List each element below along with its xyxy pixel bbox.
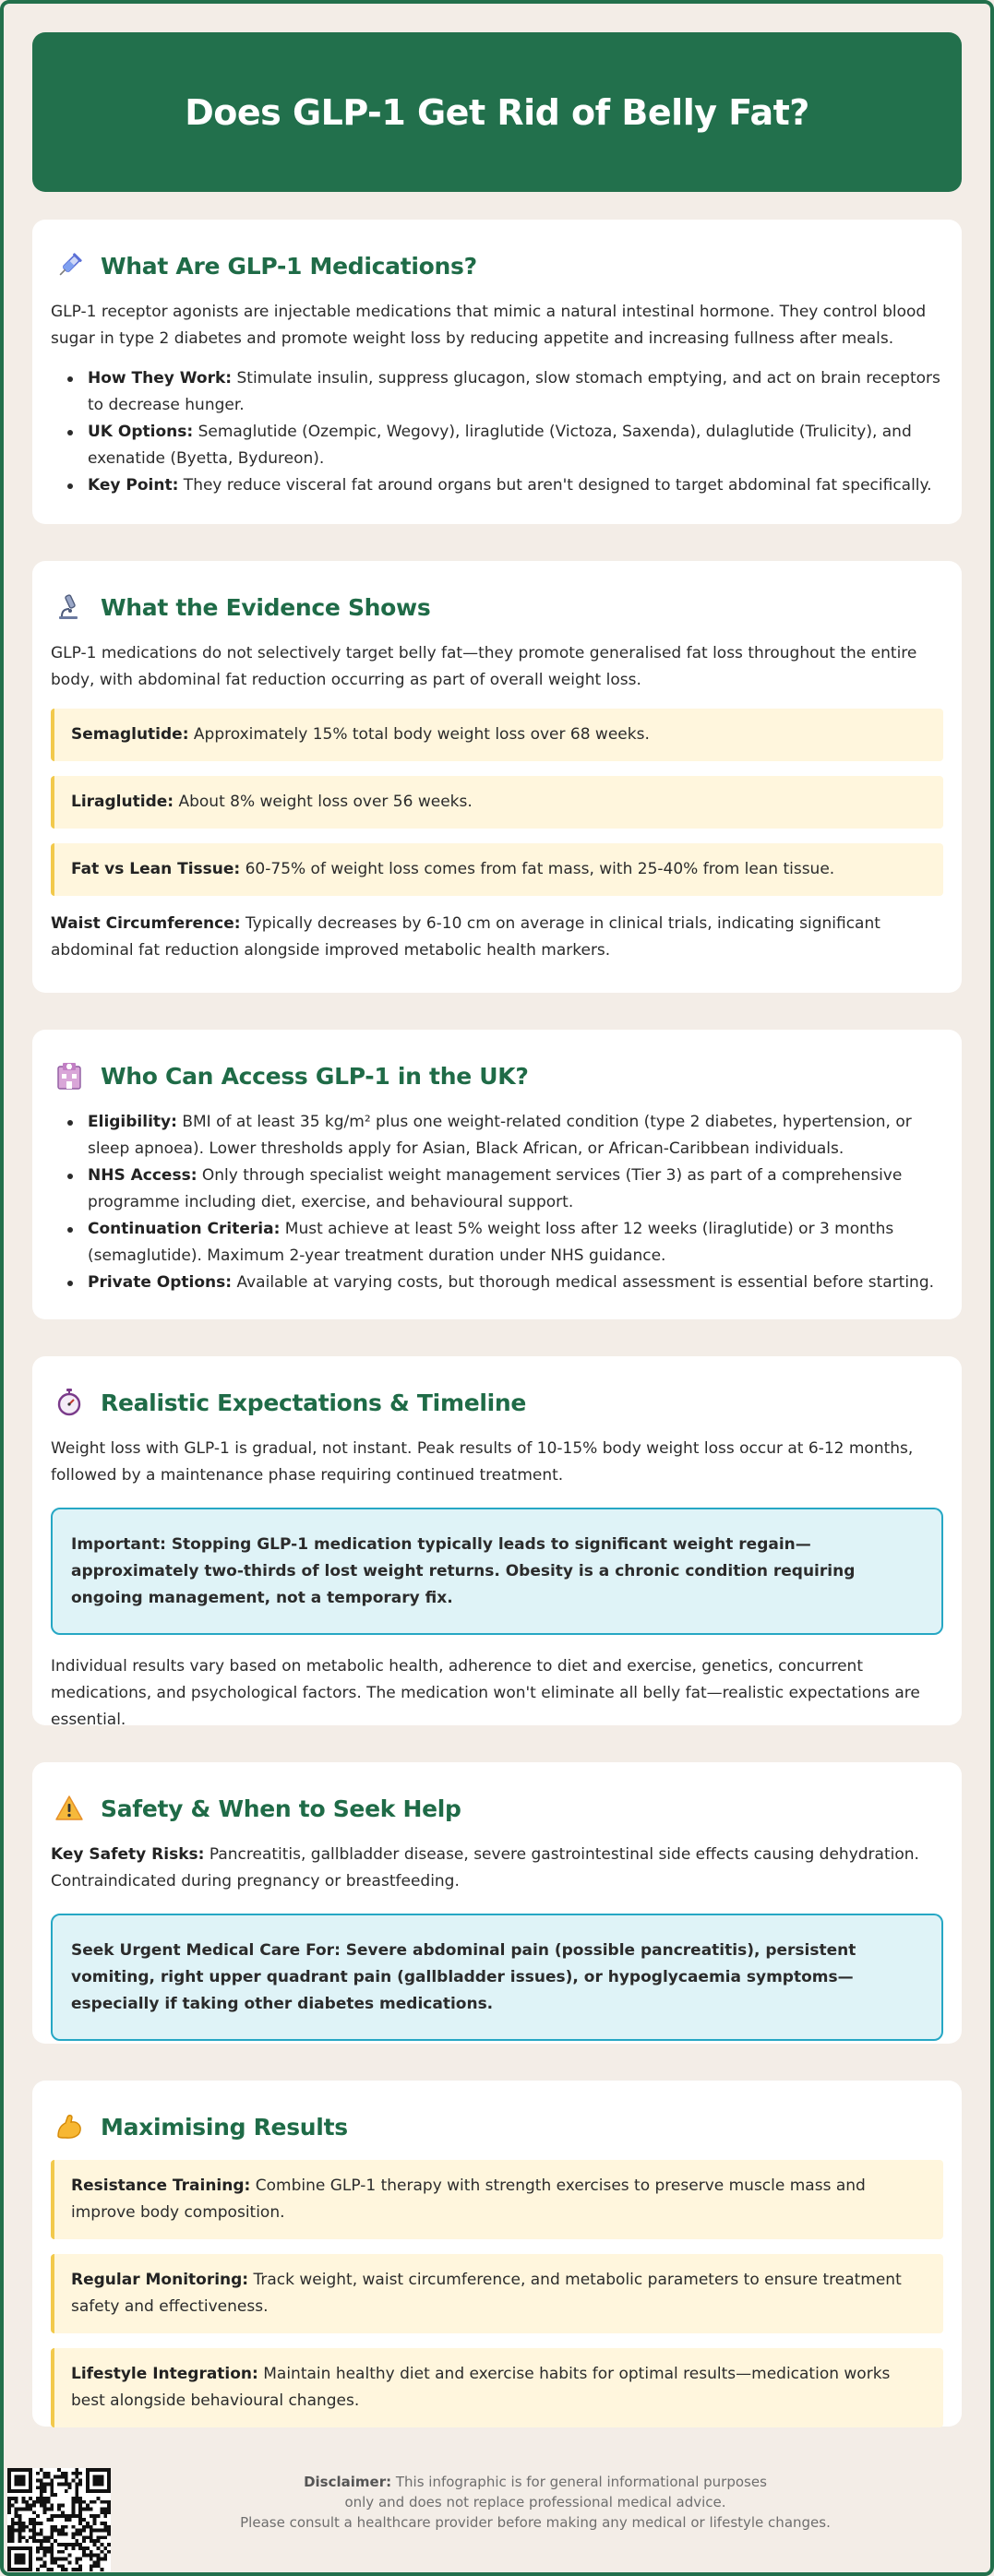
flexed-biceps-icon (54, 2112, 84, 2141)
section-heading: Maximising Results (101, 2113, 348, 2141)
highlight-box: Lifestyle Integration: Maintain healthy diet and exercise habits for optimal results—medication works best alongside behavioural changes. (51, 2348, 943, 2427)
highlight-box: Semaglutide: Approximately 15% total body weight loss over 68 weeks. (51, 709, 943, 761)
section-intro: GLP-1 receptor agonists are injectable medications that mimic a natural intestinal hormone. They control blood sugar in type 2 diabetes and promote weight loss by reducing appetite and increasing fullness after meals. (51, 303, 927, 348)
bullet-list (51, 1109, 943, 1296)
section-heading: What the Evidence Shows (101, 593, 431, 621)
stopwatch-icon (54, 1388, 84, 1417)
urgent-care-alert: Seek Urgent Medical Care For: Severe abdominal pain (possible pancreatitis), persistent vomiting, right upper quadrant pain (gallbladder issues), or hypoglycaemia symptoms—especially if taking other diabetes medications. (51, 1914, 943, 2041)
section-maximising-results (32, 2081, 962, 2427)
hospital-icon (54, 1061, 84, 1091)
qr-code[interactable] (7, 2468, 111, 2571)
section-paragraph: Waist Circumference: Typically decreases by 6-10 cm on average in clinical trials, indicating significant abdominal fat reduction alongside improved metabolic health markers. (51, 914, 880, 960)
syringe-icon (54, 251, 84, 280)
section-timeline (32, 1356, 962, 1729)
warning-icon (54, 1794, 84, 1823)
section-evidence (32, 561, 962, 993)
disclaimer: Disclaimer: This infographic is for general informational purposes only and does not replace professional medical advice. Please consult a healthcare provider before making any medical or lifestyle changes. (240, 2474, 831, 2531)
list-item: How They Work: Stimulate insulin, suppress glucagon, slow stomach emptying, and act on brain receptors to decrease hunger. (88, 365, 943, 419)
list-item: UK Options: Semaglutide (Ozempic, Wegovy), liraglutide (Victoza, Saxenda), dulaglutide (Trulicity), and exenatide (Byetta, Bydureon). (88, 419, 943, 472)
section-heading: What Are GLP-1 Medications? (101, 252, 477, 280)
page-title: Does GLP-1 Get Rid of Belly Fat? (185, 91, 809, 133)
section-safety (32, 1762, 962, 2044)
section-paragraph: Individual results vary based on metabolic health, adherence to diet and exercise, genetics, concurrent medications, and psychological factors. The medication won't eliminate all belly fat—realistic expectations are essential. (51, 1657, 920, 1729)
microscope-icon (54, 592, 84, 622)
section-header (51, 1384, 943, 1421)
section-header (51, 1057, 943, 1094)
list-item: Private Options: Available at varying costs, but thorough medical assessment is essential before starting. (88, 1270, 943, 1296)
list-item: Key Point: They reduce visceral fat around organs but aren't designed to target abdominal fat specifically. (88, 472, 943, 499)
list-item: Eligibility: BMI of at least 35 kg/m² plus one weight-related condition (type 2 diabetes, hypertension, or sleep apnoea). Lower thresholds apply for Asian, Black African, or African-Caribbean individuals. (88, 1109, 943, 1163)
section-intro: GLP-1 medications do not selectively target belly fat—they promote generalised fat loss throughout the entire body, with abdominal fat reduction occurring as part of overall weight loss. (51, 644, 917, 689)
highlight-box: Regular Monitoring: Track weight, waist circumference, and metabolic parameters to ensure treatment safety and effectiveness. (51, 2254, 943, 2333)
section-heading: Realistic Expectations & Timeline (101, 1389, 527, 1416)
section-what-are-glp1 (32, 220, 962, 524)
section-header (51, 247, 943, 284)
section-header (51, 1790, 943, 1827)
highlight-box: Fat vs Lean Tissue: 60-75% of weight loss comes from fat mass, with 25-40% from lean tissue. (51, 843, 943, 896)
highlight-box: Liraglutide: About 8% weight loss over 56 weeks. (51, 776, 943, 829)
section-paragraph: Key Safety Risks: Pancreatitis, gallbladder disease, severe gastrointestinal side effects causing dehydration. Contraindicated during pregnancy or breastfeeding. (51, 1845, 919, 1890)
important-alert: Important: Stopping GLP-1 medication typically leads to significant weight regain—approximately two-thirds of lost weight returns. Obesity is a chronic condition requiring ongoing management, not a temporary fix. (51, 1508, 943, 1635)
list-item: NHS Access: Only through specialist weight management services (Tier 3) as part of a comprehensive programme including diet, exercise, and behavioural support. (88, 1163, 943, 1216)
section-header (51, 2108, 943, 2145)
section-intro: Weight loss with GLP-1 is gradual, not instant. Peak results of 10-15% body weight loss occur at 6-12 months, followed by a maintenance phase requiring continued treatment. (51, 1439, 914, 1485)
section-header (51, 589, 943, 626)
section-heading: Safety & When to Seek Help (101, 1795, 461, 1822)
list-item: Continuation Criteria: Must achieve at least 5% weight loss after 12 weeks (liraglutide) or 3 months (semaglutide). Maximum 2-year treatment duration under NHS guidance. (88, 1216, 943, 1270)
section-heading: Who Can Access GLP-1 in the UK? (101, 1062, 529, 1090)
highlight-box: Resistance Training: Combine GLP-1 therapy with strength exercises to preserve muscle mass and improve body composition. (51, 2160, 943, 2239)
section-uk-access (32, 1030, 962, 1319)
footer (0, 2454, 994, 2576)
header-banner (32, 32, 962, 192)
bullet-list (51, 365, 943, 499)
